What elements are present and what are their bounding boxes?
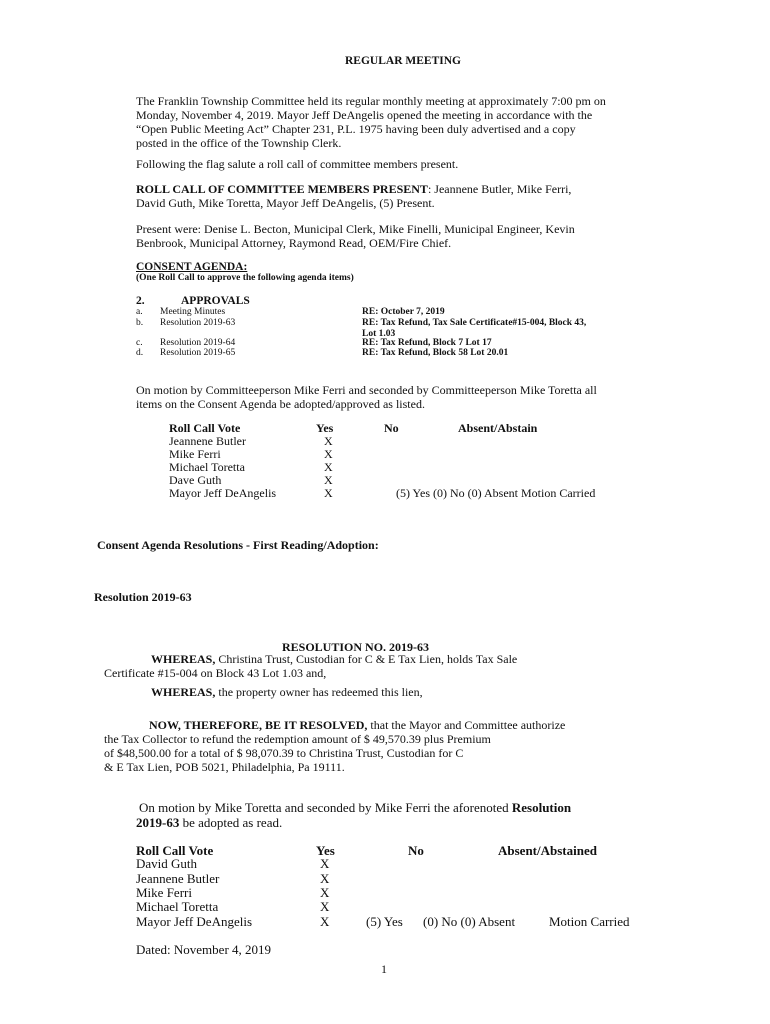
- agenda-item-letter: b.: [136, 318, 144, 328]
- resolution-label: Resolution 2019-63: [94, 590, 192, 604]
- consent-agenda-heading: CONSENT AGENDA:: [136, 261, 248, 273]
- vote2-tally-no: (0) No (0) Absent: [423, 914, 516, 929]
- consent-resolutions-heading: Consent Agenda Resolutions - First Reading/Adoption:: [97, 538, 379, 552]
- vote1-row-yes: X: [324, 460, 333, 474]
- vote2-row-yes: X: [320, 899, 330, 914]
- vote1-row-yes: X: [324, 473, 333, 487]
- whereas-2: [151, 685, 423, 699]
- roll-call-present: [136, 182, 571, 210]
- resolution-motion: [136, 801, 571, 830]
- agenda-item-re: RE: October 7, 2019: [362, 307, 445, 317]
- present-were-line: Present were: Denise L. Becton, Municipal Clerk, Mike Finelli, Municipal Engineer, Kevin: [136, 222, 575, 236]
- vote2-row-name: Michael Toretta: [136, 899, 219, 914]
- motion2-text: On motion by Mike Toretta and seconded by Mike Ferri the aforenoted: [139, 800, 512, 815]
- consent-agenda-subheading: (One Roll Call to approve the following agenda items): [136, 273, 354, 283]
- agenda-item-re: RE: Tax Refund, Block 58 Lot 20.01: [362, 348, 509, 358]
- vote2-row-yes: X: [320, 914, 330, 929]
- vote2-row-name: Jeannene Butler: [136, 871, 220, 886]
- vote1-row-yes: X: [324, 447, 333, 461]
- whereas-line2: Certificate #15-004 on Block 43 Lot 1.03 and,: [104, 666, 327, 680]
- vote1-header-no: No: [384, 421, 399, 435]
- intro-line: The Franklin Township Committee held its regular monthly meeting at approximately 7:00 pm on: [136, 94, 606, 108]
- roll-call-names: : Jeannene Butler, Mike Ferri,: [427, 182, 572, 196]
- agenda-item-name: Resolution 2019-64: [160, 338, 236, 348]
- consent-motion: [136, 383, 597, 411]
- vote2-tally-result: Motion Carried: [549, 914, 630, 929]
- page-number: 1: [381, 962, 387, 976]
- intro-line: posted in the office of the Township Clerk.: [136, 136, 342, 150]
- vote2-header-absent: Absent/Abstained: [498, 843, 597, 858]
- consent-motion-line: On motion by Committeeperson Mike Ferri and seconded by Committeeperson Mike Toretta all: [136, 383, 597, 397]
- resolved-line: of $48,500.00 for a total of $ 98,070.39 to Christina Trust, Custodian for C: [104, 746, 464, 760]
- resolved-line: the Tax Collector to refund the redemption amount of $ 49,570.39 plus Premium: [104, 732, 491, 746]
- vote2-row-yes: X: [320, 885, 330, 900]
- intro-line: Monday, November 4, 2019. Mayor Jeff DeAngelis opened the meeting in accordance with the: [136, 108, 593, 122]
- agenda-item-re: RE: Tax Refund, Block 7 Lot 17: [362, 338, 492, 348]
- vote1-row-name: Jeannene Butler: [169, 434, 246, 448]
- vote2-row-name: Mayor Jeff DeAngelis: [136, 914, 253, 929]
- agenda-item-re-continued: Lot 1.03: [362, 329, 396, 339]
- vote1-row-name: Mayor Jeff DeAngelis: [169, 486, 277, 500]
- resolved-clause: [104, 718, 565, 774]
- resolved-line: & E Tax Lien, POB 5021, Philadelphia, Pa 19111.: [104, 760, 345, 774]
- agenda-item-name: Meeting Minutes: [160, 307, 226, 317]
- intro-line: “Open Public Meeting Act” Chapter 231, P.L. 1975 having been duly advertised and a copy: [136, 122, 576, 136]
- agenda-item-name: Resolution 2019-63: [160, 318, 236, 328]
- whereas-1: [104, 652, 517, 680]
- section-title: APPROVALS: [181, 295, 250, 307]
- roll-call-label: ROLL CALL OF COMMITTEE MEMBERS PRESENT: [136, 182, 428, 196]
- vote1-row-name: Dave Guth: [169, 473, 222, 487]
- dated-line: Dated: November 4, 2019: [136, 942, 272, 957]
- vote2-header-name: Roll Call Vote: [136, 843, 214, 858]
- consent-motion-line: items on the Consent Agenda be adopted/approved as listed.: [136, 397, 425, 411]
- vote2-row-name: David Guth: [136, 856, 198, 871]
- motion2-line2-bold: 2019-63: [136, 814, 180, 830]
- section-number: 2.: [136, 295, 145, 307]
- agenda-item-re: RE: Tax Refund, Tax Sale Certificate#15-004, Block 43,: [362, 318, 587, 328]
- vote1-row-yes: X: [324, 434, 333, 448]
- roll-call-names-line2: David Guth, Mike Toretta, Mayor Jeff DeAngelis, (5) Present.: [136, 196, 435, 210]
- present-were: [136, 222, 575, 250]
- flag-salute-text: Following the flag salute a roll call of committee members present.: [136, 157, 459, 171]
- agenda-item-letter: d.: [136, 348, 144, 358]
- whereas-text: the property owner has redeemed this lien,: [215, 685, 423, 699]
- whereas-label: WHEREAS,: [151, 685, 216, 699]
- agenda-item-name: Resolution 2019-65: [160, 348, 236, 358]
- resolution-title: RESOLUTION NO. 2019-63: [282, 640, 430, 654]
- motion2-bold: Resolution: [511, 800, 572, 815]
- vote1-header-name: Roll Call Vote: [169, 421, 241, 435]
- whereas-label: WHEREAS,: [151, 652, 216, 666]
- vote2-row-name: Mike Ferri: [136, 885, 192, 900]
- vote1-row-name: Michael Toretta: [169, 460, 245, 474]
- vote2-header-yes: Yes: [316, 843, 335, 858]
- vote1-tally: (5) Yes (0) No (0) Absent Motion Carried: [396, 486, 596, 500]
- page-title: REGULAR MEETING: [345, 55, 461, 67]
- vote1-header-yes: Yes: [316, 421, 334, 435]
- motion2-line2-text: be adopted as read.: [179, 814, 283, 830]
- resolved-label: NOW, THEREFORE, BE IT RESOLVED,: [149, 718, 368, 732]
- agenda-item-letter: c.: [136, 338, 143, 348]
- vote1-row-yes: X: [324, 486, 333, 500]
- vote2-tally-yes: (5) Yes: [366, 914, 403, 929]
- vote2-header-no: No: [408, 843, 424, 858]
- vote2-row-yes: X: [320, 871, 330, 886]
- whereas-text: Christina Trust, Custodian for C & E Tax Lien, holds Tax Sale: [215, 652, 518, 666]
- resolved-text: that the Mayor and Committee authorize: [367, 718, 566, 732]
- vote2-row-yes: X: [320, 856, 330, 871]
- present-were-line: Benbrook, Municipal Attorney, Raymond Read, OEM/Fire Chief.: [136, 236, 452, 250]
- vote1-row-name: Mike Ferri: [169, 447, 221, 461]
- vote1-header-absent: Absent/Abstain: [458, 421, 538, 435]
- agenda-item-letter: a.: [136, 307, 143, 317]
- intro-paragraph: [136, 94, 606, 150]
